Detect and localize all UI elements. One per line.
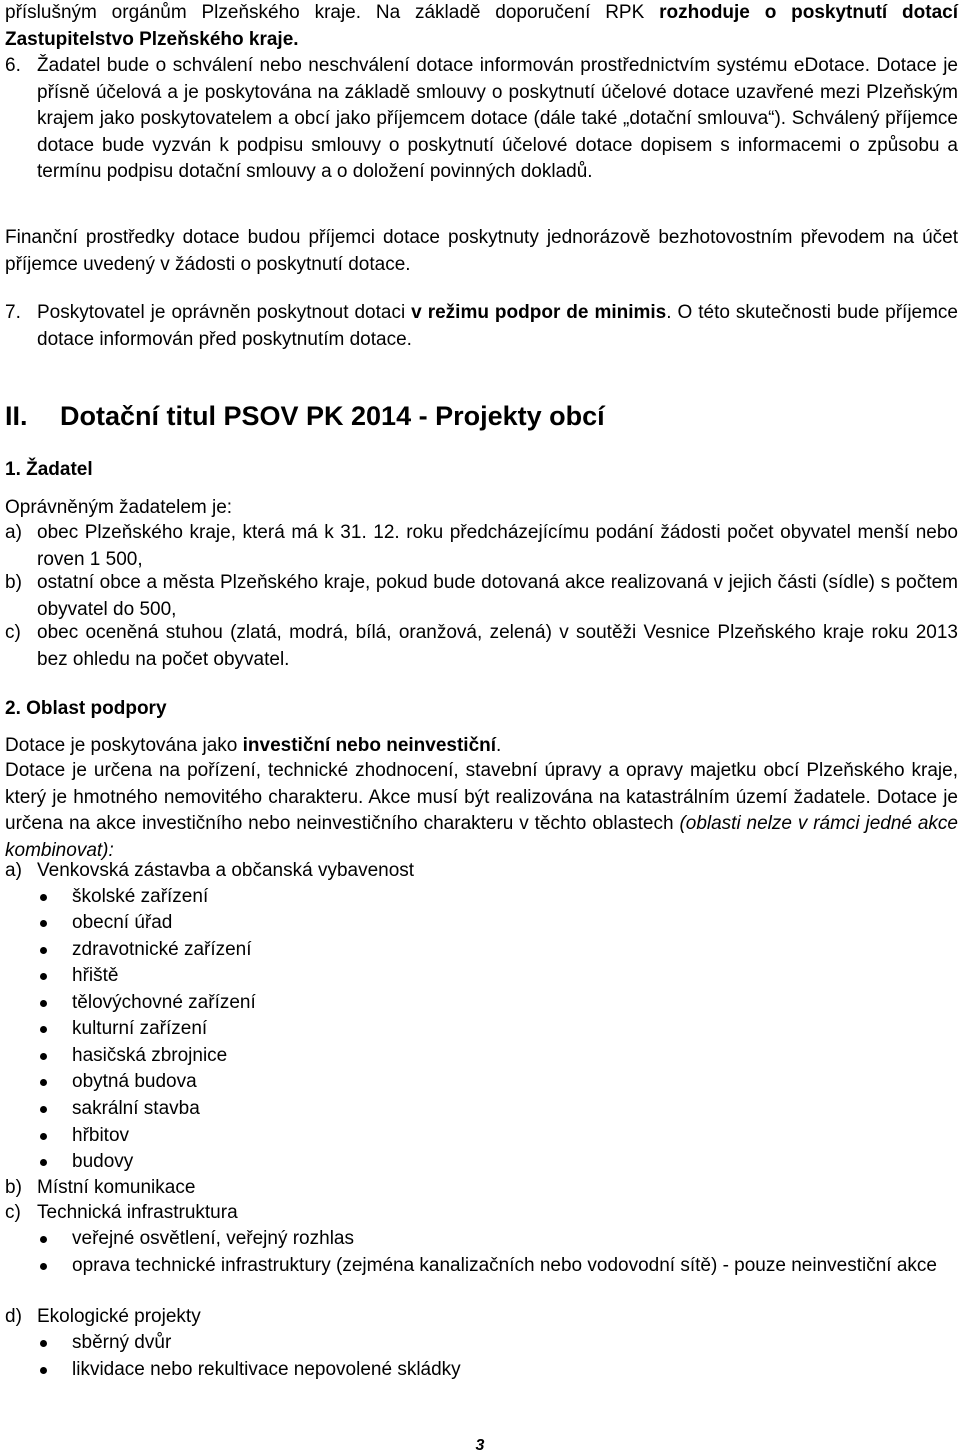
bullet-icon <box>40 1340 47 1347</box>
area-d-marker: d) <box>5 1306 22 1327</box>
applicant-intro: Oprávněným žadatelem je: <box>5 497 233 518</box>
list-item: sakrální stavba <box>72 1098 200 1119</box>
support-description-italic: (oblasti nelze v rámci jedné akce kombinovat): <box>5 813 958 861</box>
support-type-text: Dotace je poskytována jako <box>5 735 243 756</box>
support-description-text: Dotace je určena na pořízení, technické zhodnocení, stavební úpravy a opravy majetku obcí Plzeňského kraje, který je hmotného nemovitého charakteru. Akce musí být realizována na katastrálním území žadatele. Dotace je určena na akce investičního nebo neinvestičního charakteru v těchto oblastech <box>5 760 958 834</box>
applicant-b-marker: b) <box>5 572 22 593</box>
bullet-icon <box>40 1079 47 1086</box>
item-6-number: 6. <box>5 55 21 76</box>
list-item: hřbitov <box>72 1125 130 1146</box>
list-item: hřiště <box>72 965 119 986</box>
applicant-c-text: obec oceněná stuhou (zlatá, modrá, bílá, oranžová, zelená) v soutěži Vesnice Plzeňského kraje roku 2013 bez ohledu na počet obyvatel. <box>37 622 958 670</box>
support-area-heading: 2. Oblast podpory <box>5 698 167 719</box>
list-item: tělovýchovné zařízení <box>72 992 256 1013</box>
list-item: budovy <box>72 1151 134 1172</box>
section-title: Dotační titul PSOV PK 2014 - Projekty obcí <box>60 401 605 431</box>
section-heading <box>5 400 605 432</box>
page-number: 3 <box>475 1437 485 1454</box>
list-item: školské zařízení <box>72 886 209 907</box>
bullet-icon <box>40 1159 47 1166</box>
applicant-heading: 1. Žadatel <box>5 459 93 480</box>
list-item: hasičská zbrojnice <box>72 1045 228 1066</box>
list-item: oprava technické infrastruktury (zejména kanalizačních nebo vodovodní sítě) - pouze neinvestiční akce <box>72 1255 937 1276</box>
bullet-icon <box>40 1106 47 1113</box>
list-item: likvidace nebo rekultivace nepovolené skládky <box>72 1359 461 1380</box>
item-7-text <box>37 300 958 353</box>
bullet-icon <box>40 1000 47 1007</box>
list-item: sběrný dvůr <box>72 1332 172 1353</box>
area-d-title: Ekologické projekty <box>37 1306 201 1327</box>
bullet-icon <box>40 1367 47 1374</box>
intro-paragraph <box>5 0 958 53</box>
bullet-icon <box>40 947 47 954</box>
bullet-icon <box>40 1263 47 1270</box>
applicant-c-marker: c) <box>5 622 21 643</box>
applicant-a-text: obec Plzeňského kraje, která má k 31. 12. roku předcházejícímu podání žádosti počet obyvatel menší nebo roven 1 500, <box>37 522 958 570</box>
area-a-title: Venkovská zástavba a občanská vybavenost <box>37 860 415 881</box>
item-6-text: Žadatel bude o schválení nebo neschválení dotace informován prostřednictvím systému eDotace. Dotace je přísně účelová a je poskytována na základě smlouvy o poskytnutí účelové dotace uzavřené mezi Plzeňským krajem jako poskytovatelem a obcí jako příjemcem dotace (dále také „dotační smlouva“). Schválený příjemce dotace bude vyzván k podpisu smlouvy o poskytnutí účelové dotace dopisem s informacemi o způsobu a termínu podpisu dotační smlouvy a o doložení povinných dokladů. <box>37 55 958 182</box>
intro-bold-text: rozhoduje o poskytnutí dotací Zastupitelstvo Plzeňského kraje. <box>5 2 958 50</box>
intro-text: příslušným orgánům Plzeňského kraje. Na základě doporučení RPK <box>5 2 660 23</box>
applicant-a-marker: a) <box>5 522 22 543</box>
area-b-title: Místní komunikace <box>37 1177 196 1198</box>
bullet-icon <box>40 894 47 901</box>
bullet-icon <box>40 1236 47 1243</box>
item-6-payment-text: Finanční prostředky dotace budou příjemci dotace poskytnuty jednorázově bezhotovostním převodem na účet příjemce uvedený v žádosti o poskytnutí dotace. <box>5 227 958 275</box>
item-7-number: 7. <box>5 302 21 323</box>
bullet-icon <box>40 1133 47 1140</box>
list-item: obecní úřad <box>72 912 173 933</box>
bullet-icon <box>40 1053 47 1060</box>
bullet-icon <box>40 920 47 927</box>
area-a-marker: a) <box>5 860 22 881</box>
bullet-icon <box>40 1026 47 1033</box>
area-c-title: Technická infrastruktura <box>37 1202 238 1223</box>
support-type-bold: investiční nebo neinvestiční <box>242 735 497 756</box>
list-item: veřejné osvětlení, veřejný rozhlas <box>72 1228 354 1249</box>
list-item: obytná budova <box>72 1071 197 1092</box>
support-description <box>5 758 958 864</box>
item-7-text-a: Poskytovatel je oprávněn poskytnout dotaci <box>37 302 412 323</box>
item-7-bold: v režimu podpor de minimis <box>411 302 667 323</box>
bullet-icon <box>40 973 47 980</box>
applicant-b-text: ostatní obce a města Plzeňského kraje, pokud bude dotovaná akce realizovaná v jejich části (sídle) s počtem obyvatel do 500, <box>37 572 958 620</box>
area-c-marker: c) <box>5 1202 21 1223</box>
support-type-period: . <box>496 735 502 756</box>
list-item: zdravotnické zařízení <box>72 939 252 960</box>
item-7-text-c: . O této skutečnosti bude příjemce dotace informován před poskytnutím dotace. <box>37 302 958 350</box>
support-type-line <box>5 733 958 760</box>
section-number: II. <box>5 401 28 431</box>
list-item: kulturní zařízení <box>72 1018 208 1039</box>
area-b-marker: b) <box>5 1177 22 1198</box>
